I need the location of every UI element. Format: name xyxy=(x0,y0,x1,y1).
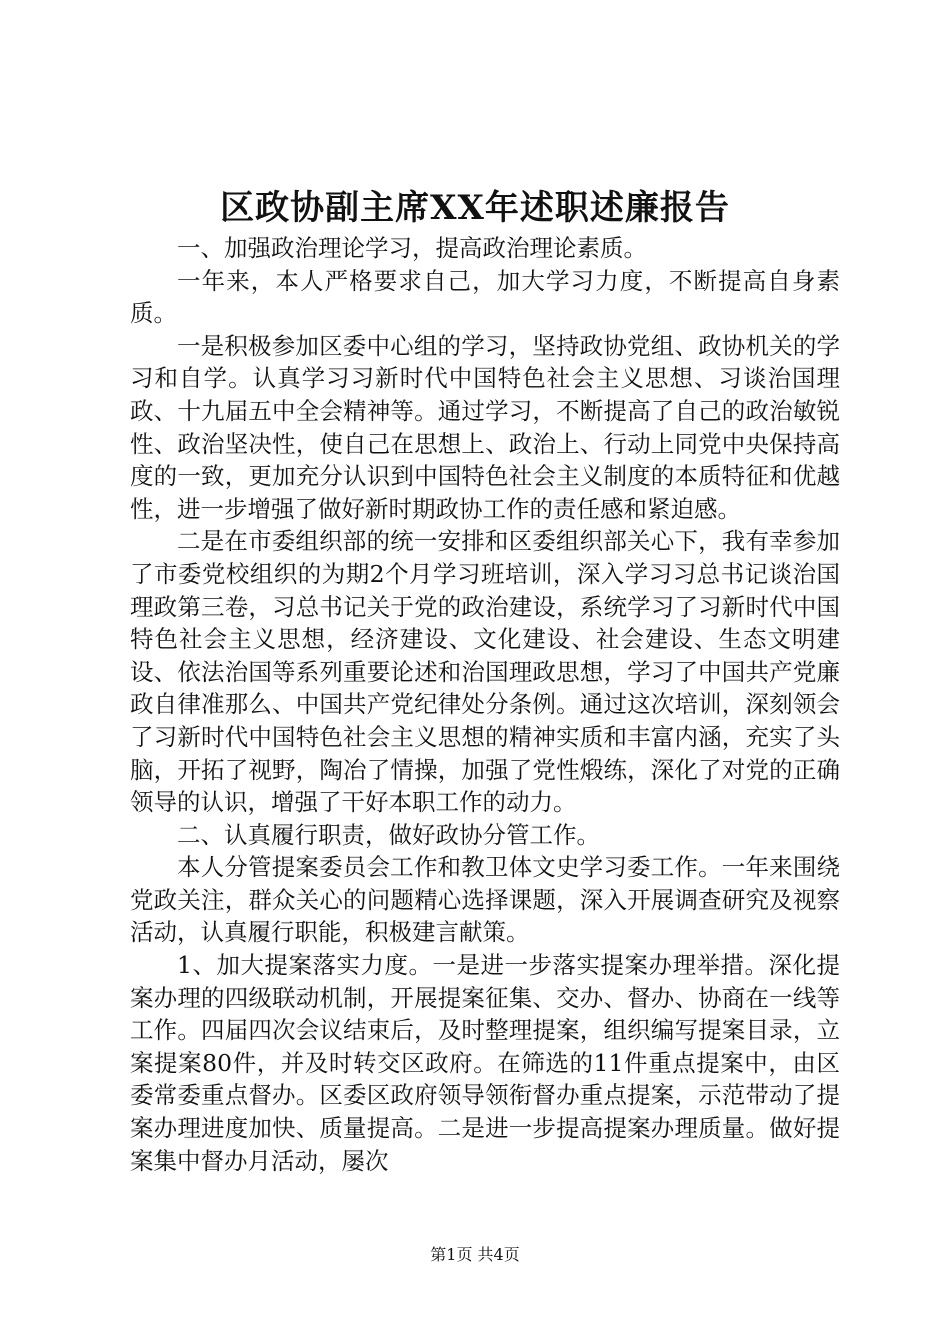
body-paragraph: 二是在市委组织部的统一安排和区委组织部关心下，我有幸参加了市委党校组织的为期2个月学习班培训，深入学习习总书记谈治国理政第三卷，习总书记关于党的政治建设，系统学习了习新时代中国特色社会主义思想，经济建设、文化建设、社会建设、生态文明建设、依法治国等系列重要论述和治国理政思想，学习了中国共产党廉政自律准那么、中国共产党纪律处分条例。通过这次培训，深刻领会了习新时代中国特色社会主义思想的精神实质和丰富内涵，充实了头脑，开拓了视野，陶冶了情操，加强了党性煅练，深化了对党的正确领导的认识，增强了干好本职工作的动力。 xyxy=(130,527,840,817)
document-body xyxy=(130,232,840,1177)
body-paragraph: 1、加大提案落实力度。一是进一步落实提案办理举措。深化提案办理的四级联动机制，开展提案征集、交办、督办、协商在一线等工作。四届四次会议结束后，及时整理提案，组织编写提案目录，立案提案80件，并及时转交区政府。在筛选的11件重点提案中，由区委常委重点督办。区委区政府领导领衔督办重点提案，示范带动了提案办理进度加快、质量提高。二是进一步提高提案办理质量。做好提案集中督办月活动，屡次 xyxy=(130,951,840,1175)
body-paragraph: 本人分管提案委员会工作和教卫体文史学习委工作。一年来围绕党政关注，群众关心的问题精心选择课题，深入开展调查研究及视察活动，认真履行职能，积极建言献策。 xyxy=(130,853,840,947)
page-number-footer: 第1页 共4页 xyxy=(430,1245,520,1264)
document-title: 区政协副主席XX年述职述廉报告 xyxy=(220,188,730,228)
body-paragraph: 一年来，本人严格要求自己，加大学习力度，不断提高自身素质。 xyxy=(130,266,840,328)
section-heading-2: 二、认真履行职责，做好政协分管工作。 xyxy=(177,820,600,849)
section-heading-1: 一、加强政治理论学习，提高政治理论素质。 xyxy=(177,234,647,262)
body-paragraph: 一是积极参加区委中心组的学习，坚持政协党组、政协机关的学习和自学。认真学习习新时代中国特色社会主义思想、习谈治国理政、十九届五中全会精神等。通过学习，不断提高了自己的政治敏锐性、政治坚决性，使自己在思想上、政治上、行动上同党中央保持高度的一致，更加充分认识到中国特色社会主义制度的本质特征和优越性，进一步增强了做好新时期政协工作的责任感和紧迫感。 xyxy=(130,331,840,523)
